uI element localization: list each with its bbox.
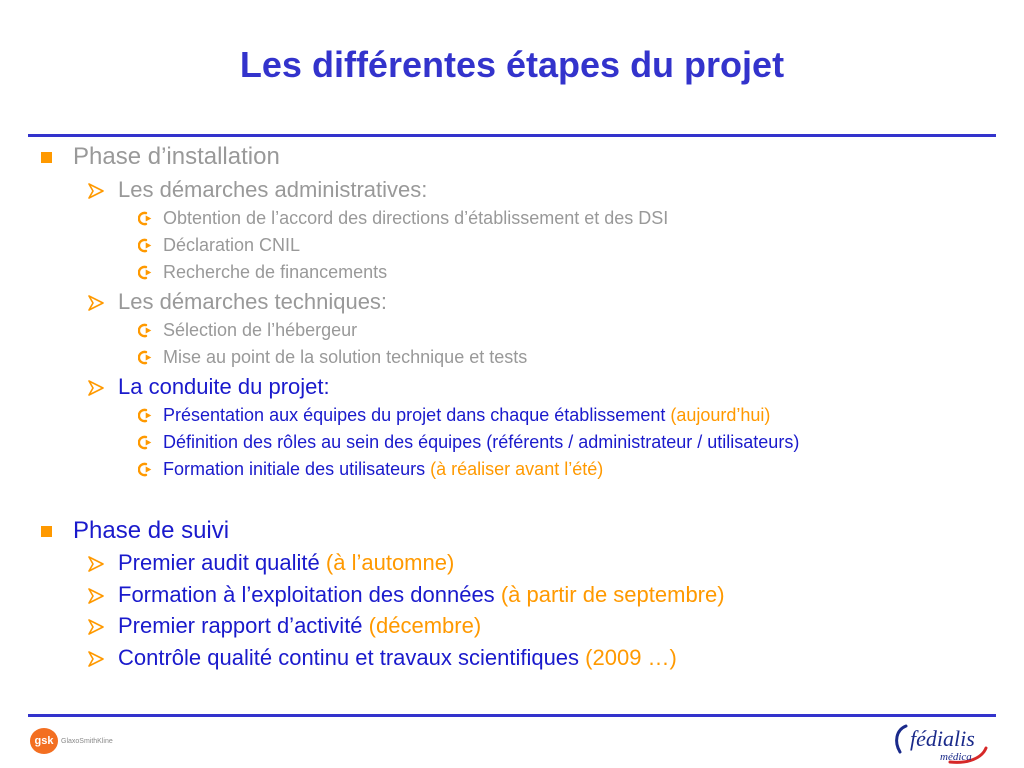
followup-item	[118, 582, 725, 608]
project-item-text: Formation initiale des utilisateurs	[163, 459, 426, 479]
phase-installation-heading: Phase d’installation	[73, 143, 280, 170]
admin-item: Déclaration CNIL	[163, 235, 301, 255]
admin-item: Obtention de l’accord des directions d’établissement et des DSI	[163, 208, 669, 228]
followup-item-note: (à l’automne)	[325, 550, 455, 575]
tech-item: Mise au point de la solution technique et tests	[163, 347, 528, 367]
tech-steps-heading: Les démarches techniques:	[118, 289, 388, 314]
arrow-bullet-icon	[88, 380, 104, 396]
followup-item-text: Formation à l’exploitation des données	[118, 582, 495, 607]
top-divider	[28, 134, 996, 137]
slide-title: Les différentes étapes du projet	[239, 44, 785, 85]
admin-steps-heading: Les démarches administratives:	[118, 177, 428, 202]
project-item	[163, 459, 603, 480]
followup-item	[118, 613, 481, 639]
project-management-heading: La conduite du projet:	[118, 374, 330, 399]
project-item-note: (à réaliser avant l’été)	[430, 459, 604, 479]
gsk-company-name: GlaxoSmithKline	[61, 738, 113, 745]
followup-item-text: Contrôle qualité continu et travaux scientifiques	[118, 645, 580, 670]
arrow-bullet-icon	[88, 183, 104, 199]
bottom-divider	[28, 714, 996, 717]
admin-item: Recherche de financements	[163, 262, 388, 282]
followup-item-note: (à partir de septembre)	[500, 582, 725, 607]
followup-item	[118, 645, 677, 671]
project-item: Définition des rôles au sein des équipes (référents / administrateur / utilisateurs)	[163, 432, 800, 452]
arrow-bullet-icon	[88, 295, 104, 311]
followup-item-note: (décembre)	[368, 613, 482, 638]
followup-item	[118, 550, 454, 576]
circle-arrow-bullet-icon	[138, 435, 153, 450]
followup-item-text: Premier audit qualité	[118, 550, 320, 575]
arrow-bullet-icon	[88, 588, 104, 604]
fedialis-subtitle: médica	[940, 751, 972, 763]
fedialis-logo	[890, 722, 990, 766]
circle-arrow-bullet-icon	[138, 408, 153, 423]
project-item-note: (aujourd’hui)	[670, 405, 771, 425]
project-item-text: Présentation aux équipes du projet dans chaque établissement	[163, 405, 666, 425]
followup-item-note: (2009 …)	[585, 645, 677, 670]
fedialis-name: fédialis	[910, 726, 975, 751]
arrow-bullet-icon	[88, 651, 104, 667]
square-bullet-icon	[41, 526, 52, 537]
circle-arrow-bullet-icon	[138, 350, 153, 365]
circle-arrow-bullet-icon	[138, 211, 153, 226]
circle-arrow-bullet-icon	[138, 238, 153, 253]
circle-arrow-bullet-icon	[138, 323, 153, 338]
square-bullet-icon	[41, 152, 52, 163]
project-item	[163, 405, 770, 426]
circle-arrow-bullet-icon	[138, 462, 153, 477]
tech-item: Sélection de l’hébergeur	[163, 320, 358, 340]
arrow-bullet-icon	[88, 556, 104, 572]
arrow-bullet-icon	[88, 619, 104, 635]
gsk-badge: gsk	[30, 728, 58, 754]
phase-followup-heading: Phase de suivi	[73, 517, 230, 544]
circle-arrow-bullet-icon	[138, 265, 153, 280]
followup-item-text: Premier rapport d’activité	[118, 613, 363, 638]
